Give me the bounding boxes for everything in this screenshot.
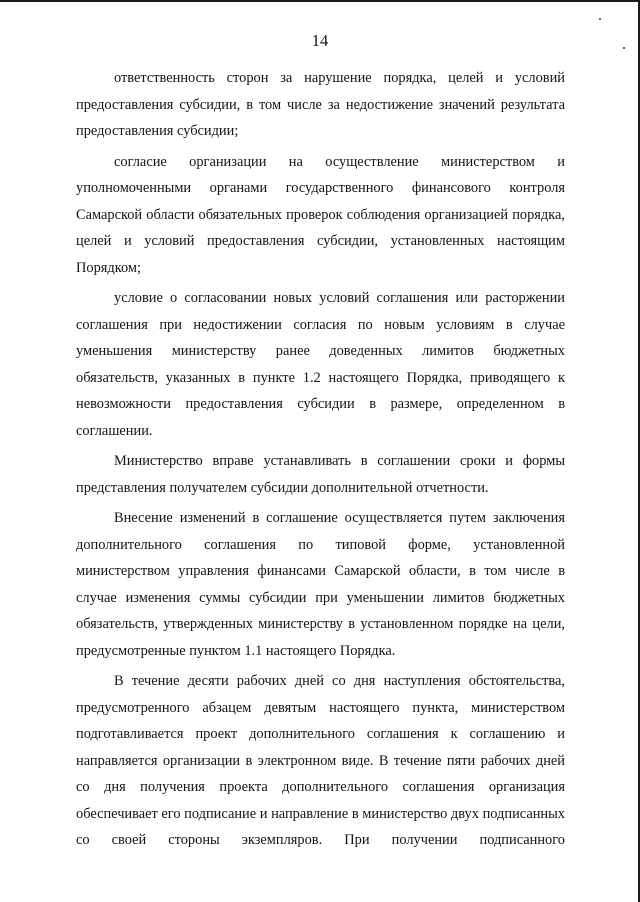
paragraph-responsibility: ответственность сторон за нарушение порядка, целей и условий предоставления субсидии, в том числе за недостижение значений результата предоставления субсидии; <box>76 70 565 139</box>
paragraph-ten-working-days: В течение десяти рабочих дней со дня наступления обстоятельства, предусмотренного абзацем девятым настоящего пункта, министерством подготавливается проект дополнительного соглашения к соглашению и направляется организации в электронном виде. В течение пяти рабочих дней со дня получения проекта дополнительного соглашения организация обеспечивает его подписание и направление в министерство двух подписанных со своей стороны экземпляров. При получении подписанного <box>76 673 565 848</box>
document-body <box>76 65 565 858</box>
scan-speck <box>599 18 601 20</box>
paragraph-amendments: Внесение изменений в соглашение осуществляется путем заключения дополнительного соглашения по типовой форме, установленной министерством управления финансами Самарской области, в том числе в случае изменения суммы субсидии при уменьшении лимитов бюджетных обязательств, утвержденных министерству в установленном порядке на цели, предусмотренные пунктом 1.1 настоящего Порядка. <box>76 510 565 659</box>
paragraph-additional-reporting: Министерство вправе устанавливать в соглашении сроки и формы представления получателем субсидии дополнительной отчетности. <box>76 453 565 496</box>
page-number: 14 <box>311 31 329 50</box>
paragraph-new-conditions: условие о согласовании новых условий соглашения или расторжении соглашения при недостижении согласия по новым условиям в случае уменьшения министерству ранее доведенных лимитов бюджетных обязательств, указанных в пункте 1.2 настоящего Порядка, приводящего к невозможности предоставления субсидии в размере, определенном в соглашении. <box>76 290 565 439</box>
scan-edge-top <box>0 0 640 2</box>
paragraph-consent-inspections: согласие организации на осуществление министерством и уполномоченными органами государственного финансового контроля Самарской области обязательных проверок соблюдения организацией порядка, целей и условий предоставления субсидии, установленных настоящим Порядком; <box>76 153 565 276</box>
